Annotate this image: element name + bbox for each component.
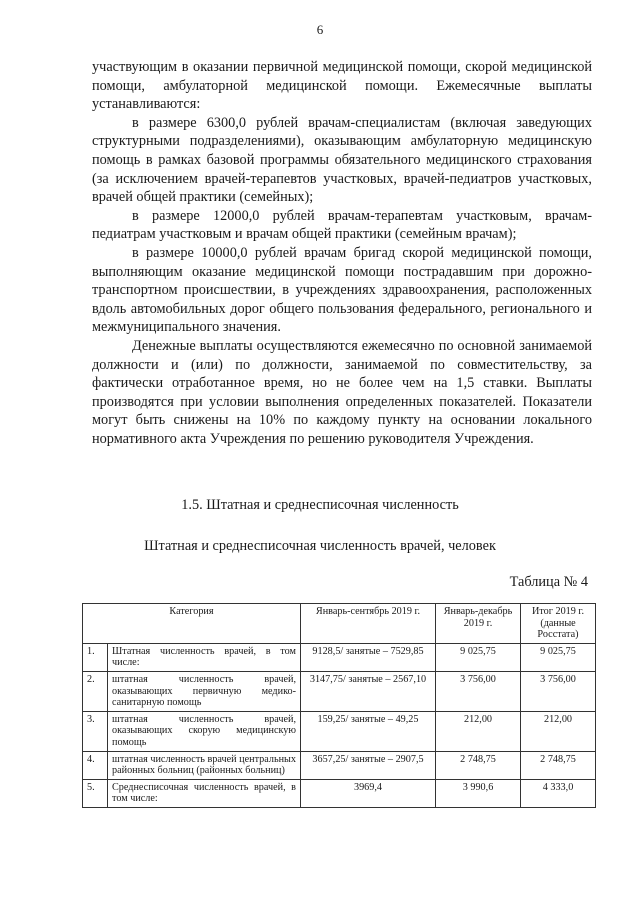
row-jan-sep: 3147,75/ занятые – 2567,10 [301, 671, 436, 711]
header-jan-dec: Январь-декабрь 2019 г. [436, 604, 521, 644]
header-jan-sep: Январь-сентябрь 2019 г. [301, 604, 436, 644]
row-number: 2. [83, 671, 108, 711]
row-jan-sep: 3657,25/ занятые – 2907,5 [301, 751, 436, 779]
row-total: 212,00 [521, 711, 596, 751]
row-category: штатная численность врачей, оказывающих первичную медико-санитарную помощь [108, 671, 301, 711]
table-row [83, 751, 596, 779]
row-total: 2 748,75 [521, 751, 596, 779]
header-total: Итог 2019 г. (данные Росстата) [521, 604, 596, 644]
row-category: Среднесписочная численность врачей, в том числе: [108, 779, 301, 807]
paragraph: в размере 10000,0 рублей врачам бригад скорой медицинской помощи, выполняющим оказание медицинской помощи пострадавшим при дорожно-транспортном происшествии, в учреждениях здравоохранения, расположенных вдоль автомобильных дорог общего пользования федерального, регионального и межмуниципального значения. [92, 244, 592, 336]
row-jan-dec: 9 025,75 [436, 643, 521, 671]
row-jan-dec: 2 748,75 [436, 751, 521, 779]
row-category: штатная численность врачей центральных районных больниц (районных больниц) [108, 751, 301, 779]
row-jan-dec: 212,00 [436, 711, 521, 751]
row-number: 5. [83, 779, 108, 807]
table-row [83, 671, 596, 711]
table-title: Штатная и среднесписочная численность врачей, человек [144, 538, 496, 554]
paragraph: Денежные выплаты осуществляются ежемесячно по основной занимаемой должности и (или) по должности, занимаемой по совместительству, за фактически отработанное время, но не более чем на 1,5 ставки. Выплаты производятся при условии выполнения определенных показателей. Показатели могут быть снижены на 10% по каждому пункту на основании локального нормативного акта Учреждения по решению руководителя Учреждения. [92, 337, 592, 447]
table-row [83, 643, 596, 671]
row-total: 4 333,0 [521, 779, 596, 807]
table-row [83, 779, 596, 807]
row-jan-dec: 3 990,6 [436, 779, 521, 807]
paragraph: участвующим в оказании первичной медицинской помощи, скорой медицинской помощи, амбулаторной медицинской помощи. Ежемесячные выплаты устанавливаются: [92, 59, 592, 113]
staff-table [82, 603, 596, 808]
row-number: 3. [83, 711, 108, 751]
paragraph: в размере 12000,0 рублей врачам-терапевтам участковым, врачам-педиатрам участковым и врачам общей практики (семейным врачам); [92, 207, 592, 243]
table-header-row [83, 604, 596, 644]
row-number: 1. [83, 643, 108, 671]
row-jan-sep: 9128,5/ занятые – 7529,85 [301, 643, 436, 671]
paragraph: в размере 6300,0 рублей врачам-специалистам (включая заведующих структурными подразделениями), оказывающим амбулаторную медицинскую помощь в рамках базовой программы обязательного медицинского страхования (за исключением врачей-терапевтов участковых, врачей-педиатров участковых, врачей общей практики (семейных); [92, 114, 592, 206]
table-row [83, 711, 596, 751]
page-number: 6 [316, 22, 324, 37]
section-heading: 1.5. Штатная и среднесписочная численность [181, 497, 459, 513]
header-category: Категория [83, 604, 301, 644]
row-category: штатная численность врачей, оказывающих скорую медицинскую помощь [108, 711, 301, 751]
row-jan-sep: 159,25/ занятые – 49,25 [301, 711, 436, 751]
row-jan-sep: 3969,4 [301, 779, 436, 807]
row-category: Штатная численность врачей, в том числе: [108, 643, 301, 671]
body-text [92, 58, 592, 448]
table-number: Таблица № 4 [509, 574, 588, 590]
row-total: 9 025,75 [521, 643, 596, 671]
row-number: 4. [83, 751, 108, 779]
row-jan-dec: 3 756,00 [436, 671, 521, 711]
row-total: 3 756,00 [521, 671, 596, 711]
